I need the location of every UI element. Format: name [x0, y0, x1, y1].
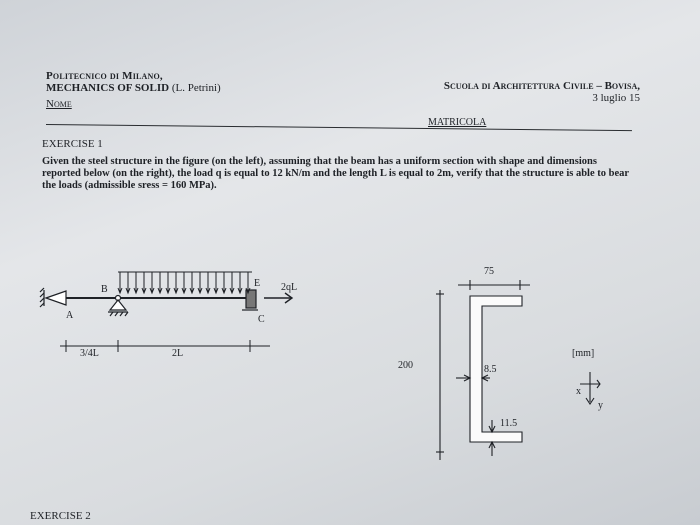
name-label: Nome: [46, 98, 72, 110]
section-diagram: [436, 280, 600, 460]
label-E: E: [254, 278, 261, 289]
course-title: MECHANICS OF SOLID: [46, 82, 170, 94]
force-label: 2qL: [281, 282, 298, 293]
section-unit: [mm]: [572, 348, 595, 359]
institution: Politecnico di Milano,: [46, 70, 163, 82]
axis-x-label: x: [576, 386, 581, 397]
axis-icon: [580, 372, 600, 404]
support-A: [40, 288, 66, 307]
label-C: C: [258, 314, 265, 325]
support-C: [242, 290, 258, 310]
load-arrows: [118, 272, 250, 293]
section-top-dim: 75: [484, 266, 494, 277]
school: Scuola di Architettura Civile – Bovisa,: [443, 80, 640, 92]
instructor: (L. Petrini): [171, 82, 221, 94]
axis-y-label: y: [598, 400, 603, 411]
label-A: A: [66, 310, 74, 321]
exercise1-text: Given the steel structure in the figure (on the left), assuming that the beam has a uniform section with shape and dimensions reported below (on the right), the load q is equal to 12 kN/m and the length L is equal to 2m, verify that the structure is able to bear the loads (admissible sress = 160 MPa).: [42, 156, 629, 191]
section-web-dim: 8.5: [484, 364, 497, 375]
exercise2-title: EXERCISE 2: [30, 510, 91, 522]
force-arrow: [264, 293, 292, 303]
label-B: B: [101, 284, 108, 295]
matricola-label: MATRICOLA: [428, 117, 487, 128]
section-height-dim: 200: [398, 360, 413, 371]
dim-left: 3/4L: [80, 348, 99, 359]
section-flange-dim: 11.5: [500, 418, 518, 429]
dim-right: 2L: [172, 348, 184, 359]
date: 3 luglio 15: [592, 92, 640, 104]
exercise1-title: EXERCISE 1: [42, 138, 103, 150]
